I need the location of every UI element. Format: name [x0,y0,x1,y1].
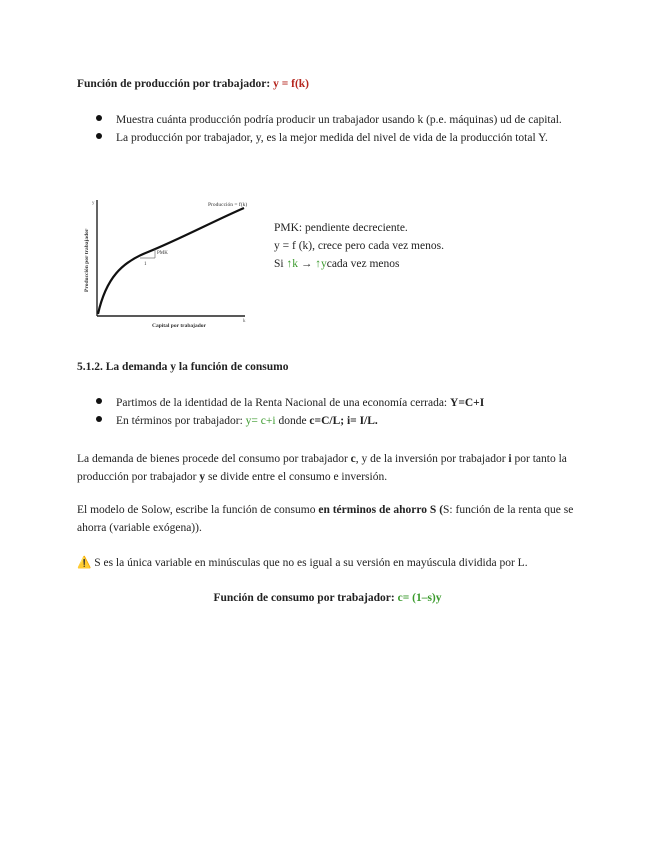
list-item-text: Muestra cuánta producción podría producir un trabajador usando k (p.e. máquinas) ud de capital. [116,114,562,126]
bullet-icon [96,133,102,139]
paragraph [77,450,577,486]
warning-icon: ⚠️ [77,555,92,569]
k-increase: ↑k [286,258,298,270]
para2-b: S: función de la renta que se ahorra (variable exógena)). [77,504,574,534]
step-label: 1 [144,262,147,267]
para1-b: , y de la inversión por trabajador [355,453,506,465]
list-item-text: La producción por trabajador, y, es la mejor medida del nivel de vida de la producción total Y. [116,132,548,144]
para1-a: La demanda de bienes procede del consumo por trabajador [77,453,348,465]
para1-y: y [199,471,206,483]
paragraph [77,501,577,537]
y-axis-mark: y [92,201,95,206]
bullet2-text: En términos por trabajador: [116,415,243,427]
bullet2-mid: donde [278,415,307,427]
list-item [96,132,548,144]
bullet1-formula: Y=C+I [450,397,485,409]
final-label: Función de consumo por trabajador: [213,592,395,604]
final-formula: c= (1–s)y [397,592,442,604]
warning-text: S es la única variable en minúsculas que no es igual a su versión en mayúscula dividida por L. [94,557,528,569]
para1-d: se divide entre el consumo e inversión. [207,471,388,483]
note-suffix: cada vez menos [326,258,400,270]
warning-note [77,555,528,569]
x-axis-label: Capital por trabajador [152,323,206,329]
pmk-label: PMK [157,251,168,256]
y-increase: ↑y [315,258,327,270]
bullet1-text: Partimos de la identidad de la Renta Nacional de una economía cerrada: [116,397,448,409]
list-item [96,415,378,427]
production-function-chart [78,196,253,334]
para2-bold: en términos de ahorro S ( [318,504,444,516]
para1-i: i [508,453,512,465]
chart-note-1: PMK: pendiente decreciente. [274,222,408,234]
section-heading: 5.1.2. La demanda y la función de consumo [77,361,289,373]
bullet-icon [96,416,102,422]
bullet-icon [96,115,102,121]
bullet-icon [96,398,102,404]
final-formula-line [0,592,655,604]
section-title-formula: y = f(k) [273,78,309,90]
bullet2-formula: y= c+i [245,415,276,427]
section-title-label: Función de producción por trabajador: [77,78,271,90]
chart-note-2: y = f (k), crece pero cada vez menos. [274,240,444,252]
curve-label: Producción = f(k) [208,202,248,208]
chart-note-3 [274,255,400,273]
bullet2-defs: c=C/L; i= I/L. [309,415,378,427]
note-prefix: Si [274,258,284,270]
arrow-icon: → [300,258,313,270]
production-curve [98,208,244,314]
list-item-text [116,415,378,427]
section-title [77,78,309,90]
list-item-text [116,397,484,409]
para1-c: c [350,453,356,465]
x-axis-mark: k [243,319,246,324]
para2-a: El modelo de Solow, escribe la función de consumo [77,504,316,516]
para1-c2: por tanto la producción por trabajador [77,453,567,483]
y-axis-label: Producción por trabajador [84,228,90,292]
list-item [96,397,484,409]
list-item [96,114,562,126]
